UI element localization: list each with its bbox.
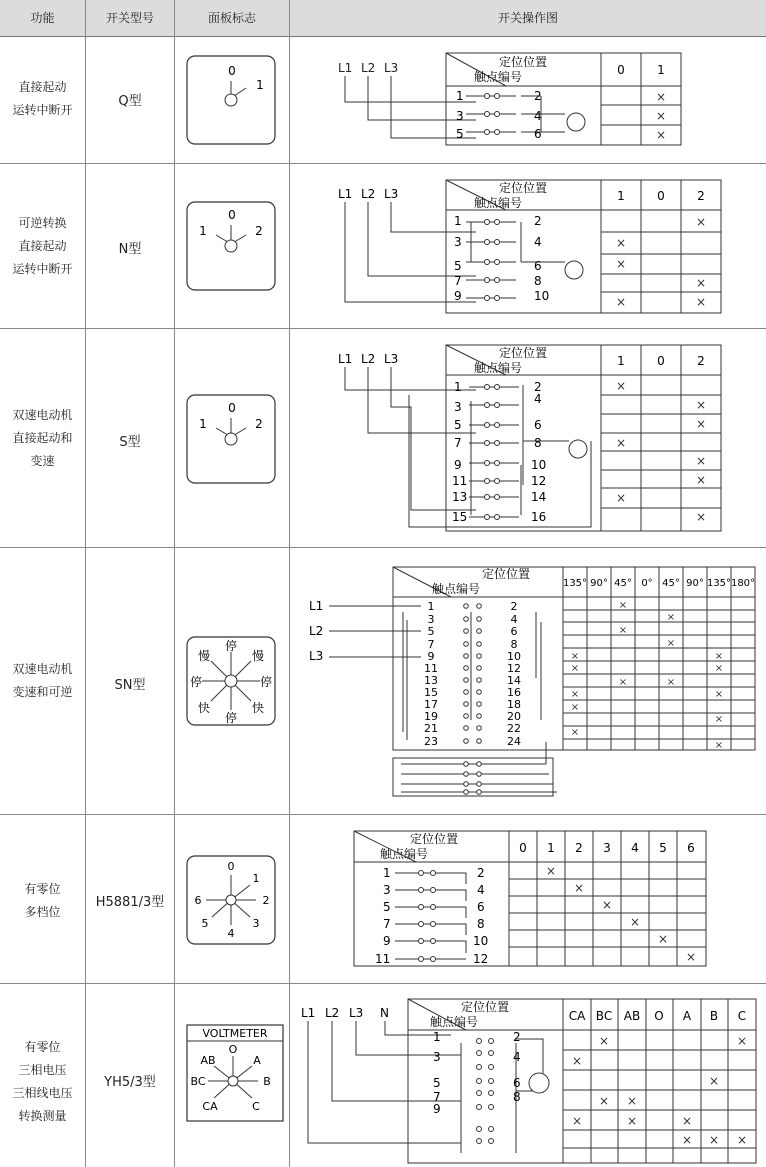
position-col: B xyxy=(709,1009,719,1023)
position-label: AB xyxy=(200,1054,216,1067)
function-text-yh5: 有零位 三相电压 三相线电压 转换测量 xyxy=(12,1040,73,1123)
svg-text:×: × xyxy=(708,1133,720,1147)
contact-num: 1 xyxy=(454,214,462,228)
position-label: 停 xyxy=(189,675,203,689)
column-divider xyxy=(85,0,86,1167)
contact-num: 24 xyxy=(507,735,521,748)
panel-s xyxy=(186,394,276,484)
position-label: 2 xyxy=(262,894,270,907)
svg-text:×: × xyxy=(570,727,580,738)
svg-text:×: × xyxy=(681,1114,693,1128)
contact-num: 4 xyxy=(513,1050,521,1064)
svg-text:×: × xyxy=(570,702,580,713)
position-col: 0° xyxy=(641,578,653,589)
position-label: B xyxy=(263,1075,271,1088)
svg-text:×: × xyxy=(685,950,697,964)
contact-num: 15 xyxy=(424,686,438,699)
svg-text:×: × xyxy=(695,215,707,229)
contact-num: 7 xyxy=(454,436,462,450)
contact-num: 2 xyxy=(477,866,485,880)
contact-num: 9 xyxy=(454,458,462,472)
line-label: L3 xyxy=(384,187,399,201)
line-label: L1 xyxy=(338,61,353,75)
svg-text:×: × xyxy=(736,1133,748,1147)
grid-cols xyxy=(587,567,731,750)
column-divider xyxy=(174,0,175,1167)
contact-num: 16 xyxy=(507,686,521,699)
motor-icon xyxy=(567,113,585,131)
contact-num: 11 xyxy=(424,662,438,675)
model-s: S型 xyxy=(119,435,141,450)
svg-text:×: × xyxy=(626,1114,638,1128)
svg-text:×: × xyxy=(571,1114,583,1128)
contact-num: 5 xyxy=(456,127,464,141)
svg-text:×: × xyxy=(655,109,667,123)
contact-num: 13 xyxy=(452,490,468,504)
contact-num: 15 xyxy=(452,510,468,524)
contact-num: 10 xyxy=(507,650,521,663)
contact-num: 7 xyxy=(454,274,462,288)
svg-text:×: × xyxy=(570,689,580,700)
contact-header: 触点编号 xyxy=(379,847,429,861)
position-col: CA xyxy=(568,1009,586,1023)
position-header: 定位位置 xyxy=(481,567,531,581)
position-col: AB xyxy=(623,1009,641,1023)
row-divider xyxy=(0,547,766,548)
contact-num: 9 xyxy=(427,650,435,663)
contact-num: 11 xyxy=(452,474,468,488)
position-col: 0 xyxy=(657,354,665,368)
knob-icon xyxy=(225,433,237,445)
position-header: 定位位置 xyxy=(498,346,548,360)
position-label: 1 xyxy=(199,417,207,431)
line-label: L2 xyxy=(361,352,376,366)
position-col: C xyxy=(737,1009,747,1023)
motor-wiring xyxy=(521,114,565,132)
position-col: 5 xyxy=(659,841,667,855)
position-header: 定位位置 xyxy=(409,832,459,846)
wiring xyxy=(395,873,466,959)
contact-num: 5 xyxy=(433,1076,441,1090)
contact-num: 4 xyxy=(510,613,518,626)
contact-num: 7 xyxy=(383,917,391,931)
contact-num: 9 xyxy=(383,934,391,948)
contact-header: 触点编号 xyxy=(473,196,523,210)
contact-num: 2 xyxy=(513,1030,521,1044)
position-label: 2 xyxy=(255,224,263,238)
line-label: L2 xyxy=(309,624,324,638)
header-diagram: 开关操作图 xyxy=(497,11,558,25)
diagram-h5881 xyxy=(291,825,766,975)
contact-num: 3 xyxy=(427,613,435,626)
diagram-n xyxy=(291,170,766,328)
svg-text:×: × xyxy=(695,454,707,468)
line-label: L3 xyxy=(384,61,399,75)
contact-num: 11 xyxy=(375,952,391,966)
contact-num: 2 xyxy=(534,214,542,228)
position-label: 慢 xyxy=(197,649,211,663)
contact-num: 23 xyxy=(424,735,438,748)
contact-num: 17 xyxy=(424,698,438,711)
svg-text:×: × xyxy=(714,714,724,725)
grid-cols xyxy=(591,999,728,1163)
svg-text:×: × xyxy=(618,625,628,636)
panel-n xyxy=(186,201,276,291)
wiring xyxy=(409,385,591,527)
contact-num: 3 xyxy=(433,1050,441,1064)
contact-num: 14 xyxy=(531,490,547,504)
svg-text:×: × xyxy=(714,689,724,700)
svg-text:×: × xyxy=(666,638,676,649)
contact-num: 6 xyxy=(534,127,542,141)
contact-num: 21 xyxy=(424,722,438,735)
function-text-sn: 双速电动机 变速和可逆 xyxy=(12,662,73,699)
position-col: 90° xyxy=(686,578,704,589)
position-label: A xyxy=(253,1054,261,1067)
position-label: 1 xyxy=(199,224,207,238)
contact-num: 8 xyxy=(513,1090,521,1104)
panel-yh5 xyxy=(186,1024,284,1124)
contact-num: 4 xyxy=(477,883,485,897)
contact-num: 8 xyxy=(477,917,485,931)
position-col: 45° xyxy=(614,578,632,589)
knob-icon xyxy=(225,675,237,687)
svg-text:×: × xyxy=(695,276,707,290)
contact-num: 6 xyxy=(534,418,542,432)
position-label: 3 xyxy=(252,917,260,930)
motor-icon xyxy=(565,261,583,279)
line-label: L2 xyxy=(361,61,376,75)
header-panel: 面板标志 xyxy=(207,11,256,25)
svg-text:×: × xyxy=(615,257,627,271)
position-col: 1 xyxy=(617,189,625,203)
knob-icon xyxy=(225,240,237,252)
position-label: BC xyxy=(190,1075,206,1088)
svg-text:×: × xyxy=(545,864,557,878)
position-header: 定位位置 xyxy=(498,55,548,69)
column-divider xyxy=(289,0,290,1167)
function-text-s: 双速电动机 直接起动和 变速 xyxy=(12,408,73,468)
contact-header: 触点编号 xyxy=(431,582,481,596)
knob-icon xyxy=(225,94,237,106)
svg-text:×: × xyxy=(714,663,724,674)
header-function: 功能 xyxy=(30,11,55,25)
svg-text:×: × xyxy=(708,1074,720,1088)
position-label: 0 xyxy=(228,64,236,78)
contact-num: 7 xyxy=(427,638,435,651)
svg-text:×: × xyxy=(598,1034,610,1048)
model-q: Q型 xyxy=(118,94,142,109)
position-label: 1 xyxy=(252,872,260,885)
line-label: L1 xyxy=(338,352,353,366)
position-col: 45° xyxy=(662,578,680,589)
svg-text:×: × xyxy=(695,295,707,309)
svg-text:×: × xyxy=(615,436,627,450)
contact-num: 5 xyxy=(427,625,435,638)
line-label: N xyxy=(380,1006,389,1020)
contact-num: 1 xyxy=(433,1030,441,1044)
contact-pairs xyxy=(419,871,436,962)
contact-num: 1 xyxy=(454,380,462,394)
contact-num: 2 xyxy=(534,380,542,394)
contact-pairs xyxy=(469,385,519,520)
contact-num: 1 xyxy=(383,866,391,880)
position-label: C xyxy=(252,1100,260,1113)
header-model: 开关型号 xyxy=(105,11,154,25)
position-label: 4 xyxy=(227,927,235,940)
contact-num: 12 xyxy=(473,952,489,966)
contact-num: 14 xyxy=(507,674,521,687)
contact-num: 4 xyxy=(534,109,542,123)
contact-num: 2 xyxy=(510,600,518,613)
position-label: CA xyxy=(202,1100,218,1113)
svg-text:×: × xyxy=(615,491,627,505)
svg-text:×: × xyxy=(615,379,627,393)
svg-text:×: × xyxy=(657,932,669,946)
line-label: L3 xyxy=(384,352,399,366)
contact-num: 6 xyxy=(513,1076,521,1090)
contact-num: 4 xyxy=(534,235,542,249)
x-marks xyxy=(571,600,723,751)
svg-text:×: × xyxy=(571,1054,583,1068)
svg-text:×: × xyxy=(714,740,724,751)
svg-text:×: × xyxy=(695,510,707,524)
position-col: 4 xyxy=(631,841,639,855)
position-label: 0 xyxy=(228,208,236,222)
panel-title: VOLTMETER xyxy=(202,1027,268,1040)
position-col: 135° xyxy=(706,578,732,589)
position-label: 1 xyxy=(256,78,264,92)
function-text-h5881: 有零位 多档位 xyxy=(24,882,61,919)
x-marks xyxy=(656,90,666,142)
svg-text:×: × xyxy=(695,398,707,412)
contact-num: 5 xyxy=(454,259,462,273)
line-label: L1 xyxy=(338,187,353,201)
position-col: 2 xyxy=(697,354,705,368)
line-label: L3 xyxy=(349,1006,364,1020)
contact-pairs xyxy=(477,1039,494,1144)
contact-num: 8 xyxy=(534,274,542,288)
line-label: L2 xyxy=(325,1006,340,1020)
position-label: 2 xyxy=(255,417,263,431)
svg-text:×: × xyxy=(618,677,628,688)
position-col: 1 xyxy=(547,841,555,855)
voltmeter-icon xyxy=(529,1073,549,1093)
contact-num: 3 xyxy=(456,109,464,123)
contact-num: 8 xyxy=(534,436,542,450)
contact-num: 9 xyxy=(454,289,462,303)
svg-text:×: × xyxy=(570,663,580,674)
line-label: L3 xyxy=(309,649,324,663)
position-col: 135° xyxy=(562,578,588,589)
position-label: 慢 xyxy=(251,649,265,663)
position-col: 0 xyxy=(519,841,527,855)
wiring xyxy=(461,1039,543,1153)
position-col: 3 xyxy=(603,841,611,855)
contact-num: 3 xyxy=(383,883,391,897)
position-grid xyxy=(563,999,756,1163)
contact-num: 5 xyxy=(454,418,462,432)
svg-text:×: × xyxy=(655,128,667,142)
position-label: 0 xyxy=(227,860,235,873)
line-label: L1 xyxy=(301,1006,316,1020)
position-label: 停 xyxy=(224,639,238,653)
model-sn: SN型 xyxy=(114,678,146,693)
knob-icon xyxy=(228,1076,238,1086)
line-label: L2 xyxy=(361,187,376,201)
position-col: 2 xyxy=(697,189,705,203)
motor-icon xyxy=(569,440,587,458)
contact-num: 9 xyxy=(433,1102,441,1116)
row-divider xyxy=(0,328,766,329)
table-header xyxy=(0,0,766,37)
position-label: 5 xyxy=(201,917,209,930)
svg-text:×: × xyxy=(598,1094,610,1108)
svg-text:×: × xyxy=(570,651,580,662)
contact-num: 6 xyxy=(510,625,518,638)
svg-text:×: × xyxy=(626,1094,638,1108)
position-col: O xyxy=(654,1009,664,1023)
svg-text:×: × xyxy=(615,236,627,250)
contact-num: 3 xyxy=(454,400,462,414)
position-col: 90° xyxy=(590,578,608,589)
contact-num: 1 xyxy=(456,89,464,103)
position-label: 停 xyxy=(224,711,238,725)
diagram-q xyxy=(291,40,766,160)
contact-num: 20 xyxy=(507,710,521,723)
position-col: BC xyxy=(595,1009,613,1023)
row-divider xyxy=(0,163,766,164)
svg-text:×: × xyxy=(666,612,676,623)
position-col: 1 xyxy=(657,63,665,77)
contact-num: 4 xyxy=(534,392,542,406)
x-marks xyxy=(616,215,706,309)
position-col: 0 xyxy=(617,63,625,77)
position-col: 180° xyxy=(730,578,756,589)
contact-frame xyxy=(446,180,601,313)
contact-num: 10 xyxy=(473,934,489,948)
grid-rows xyxy=(563,1030,756,1148)
model-h5881: H5881/3型 xyxy=(95,895,165,910)
svg-text:×: × xyxy=(714,651,724,662)
panel-q xyxy=(186,55,276,145)
panel-sn xyxy=(186,636,276,726)
position-col: A xyxy=(682,1009,692,1023)
position-label: 快 xyxy=(251,701,265,715)
contact-num: 19 xyxy=(424,710,438,723)
line-label: L1 xyxy=(309,599,324,613)
contact-num: 16 xyxy=(531,510,547,524)
diagram-sn xyxy=(291,560,766,805)
svg-text:×: × xyxy=(629,915,641,929)
function-text-n: 可逆转换 直接起动 运转中断开 xyxy=(12,216,73,276)
svg-text:×: × xyxy=(615,295,627,309)
contact-num: 6 xyxy=(534,259,542,273)
position-label: 6 xyxy=(194,894,202,907)
position-label: O xyxy=(228,1043,238,1056)
position-header: 定位位置 xyxy=(498,181,548,195)
svg-text:×: × xyxy=(573,881,585,895)
panel-h5881 xyxy=(186,855,276,945)
svg-text:×: × xyxy=(655,90,667,104)
function-text-q: 直接起动 运转中断开 xyxy=(12,80,73,117)
svg-text:×: × xyxy=(736,1034,748,1048)
svg-text:×: × xyxy=(666,677,676,688)
model-yh5: YH5/3型 xyxy=(104,1075,156,1090)
contact-num: 8 xyxy=(510,638,518,651)
position-col: 6 xyxy=(687,841,695,855)
svg-text:×: × xyxy=(601,898,613,912)
contact-num: 5 xyxy=(383,900,391,914)
svg-text:×: × xyxy=(695,417,707,431)
contact-num: 7 xyxy=(433,1090,441,1104)
position-label: 停 xyxy=(259,675,273,689)
svg-text:×: × xyxy=(681,1133,693,1147)
contact-num: 12 xyxy=(531,474,547,488)
model-n: N型 xyxy=(118,242,142,257)
diagram-yh5 xyxy=(291,993,766,1165)
contact-num: 2 xyxy=(534,89,542,103)
contact-num: 22 xyxy=(507,722,521,735)
contact-num: 10 xyxy=(531,458,547,472)
position-col: 2 xyxy=(575,841,583,855)
contact-num: 18 xyxy=(507,698,521,711)
svg-text:×: × xyxy=(695,473,707,487)
knob-icon xyxy=(226,895,236,905)
position-col: 1 xyxy=(617,354,625,368)
position-header: 定位位置 xyxy=(460,1000,510,1014)
contact-pairs xyxy=(464,604,482,795)
position-col: 0 xyxy=(657,189,665,203)
row-divider xyxy=(0,814,766,815)
contact-header: 触点编号 xyxy=(473,70,523,84)
contact-num: 6 xyxy=(477,900,485,914)
svg-text:×: × xyxy=(618,600,628,611)
diagram-s xyxy=(291,335,766,545)
contact-num: 10 xyxy=(534,289,550,303)
contact-num: 13 xyxy=(424,674,438,687)
contact-pairs xyxy=(466,94,516,135)
contact-header: 触点编号 xyxy=(473,361,523,375)
contact-header: 触点编号 xyxy=(429,1015,479,1029)
position-label: 快 xyxy=(197,701,211,715)
row-divider xyxy=(0,983,766,984)
contact-num: 3 xyxy=(454,235,462,249)
contact-num: 12 xyxy=(507,662,521,675)
position-label: 0 xyxy=(228,401,236,415)
contact-num: 1 xyxy=(427,600,435,613)
